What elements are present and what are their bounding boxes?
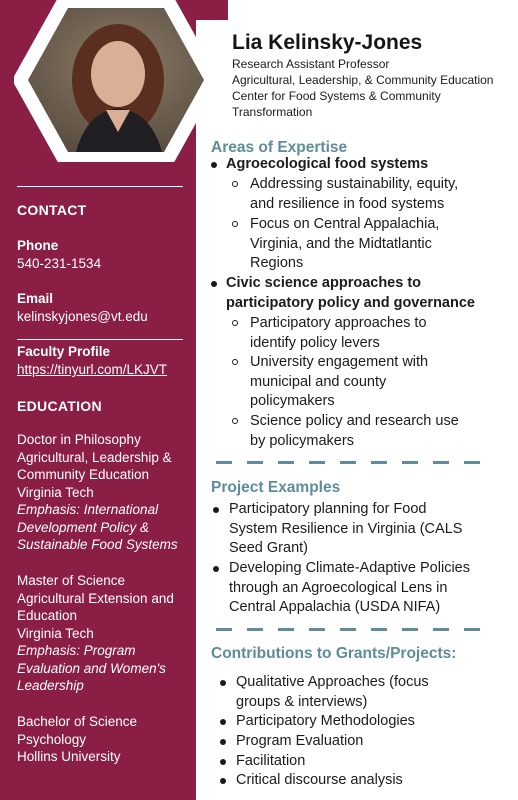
contribution-line: Qualitative Approaches (focus — [236, 674, 429, 690]
subitem-line: Virginia, and the Midtatlantic — [250, 235, 432, 252]
bullet — [213, 507, 219, 513]
email-value[interactable]: kelinskyjones@vt.edu — [17, 309, 148, 324]
contributions-heading: Contributions to Grants/Projects: — [211, 645, 457, 662]
subitem-line: University engagement with — [250, 354, 429, 370]
bullet — [220, 759, 226, 765]
contribution-item: Facilitation — [236, 753, 306, 769]
project-line: Developing Climate-Adaptive Policies — [229, 560, 470, 576]
institution: Virginia Tech — [17, 484, 94, 500]
contribution-item: Critical discourse analysis — [236, 772, 403, 788]
subitem-line: and resilience in food systems — [250, 195, 445, 212]
expertise-subitem — [250, 314, 427, 353]
title-line: Agricultural, Leadership, & Community Education — [232, 73, 494, 87]
section-divider — [216, 461, 488, 464]
education-heading: EDUCATION — [17, 398, 102, 414]
expertise-subitem — [250, 412, 459, 451]
bullet — [220, 778, 226, 784]
phone-value: 540-231-1534 — [17, 256, 102, 271]
project-line: through an Agroecological Lens in — [229, 579, 448, 596]
emphasis-line: Leadership — [17, 678, 84, 693]
emphasis-line: Sustainable Food Systems — [17, 537, 178, 552]
degree-line: Agricultural, Leadership & — [17, 449, 172, 465]
title-line: Transformation — [232, 105, 313, 119]
sub-bullet — [232, 181, 238, 187]
degree-line: Bachelor of Science — [17, 714, 138, 729]
contribution-item: Participatory Methodologies — [236, 713, 415, 729]
subitem-line: Addressing sustainability, equity, — [250, 176, 459, 192]
project-line: Participatory planning for Food — [229, 501, 427, 517]
degree-line: Doctor in Philosophy — [17, 432, 141, 447]
emphasis-line: Evaluation and Women's — [17, 660, 166, 676]
expertise-item — [226, 155, 428, 175]
projects-heading: Project Examples — [211, 479, 341, 496]
contribution-line: groups & interviews) — [236, 693, 368, 710]
expertise-heading: Areas of Expertise — [211, 139, 348, 156]
subitem-line: Regions — [250, 255, 304, 271]
phone-label: Phone — [17, 238, 59, 253]
subitem-line: Science policy and research use — [250, 413, 459, 429]
bullet — [220, 680, 226, 686]
subitem-line: by policymakers — [250, 432, 354, 449]
expertise-item-line: Civic science approaches to — [226, 275, 422, 291]
sidebar-divider — [17, 339, 183, 340]
expertise-item-line: participatory policy and governance — [226, 294, 475, 311]
degree-line: Agricultural Extension and — [17, 590, 174, 606]
sub-bullet — [232, 221, 238, 227]
institution: Virginia Tech — [17, 625, 94, 641]
degree-line: Master of Science — [17, 573, 126, 588]
sub-bullet — [232, 320, 238, 326]
bullet — [211, 281, 217, 287]
contribution-item — [236, 673, 429, 712]
section-divider — [216, 628, 488, 631]
emphasis-line: Development Policy & — [17, 519, 150, 535]
subitem-line: municipal and county — [250, 373, 387, 390]
title-line: Research Assistant Professor — [232, 57, 390, 71]
education-entry — [17, 713, 193, 766]
education-entry — [17, 572, 193, 695]
project-item — [229, 500, 462, 559]
contribution-item: Program Evaluation — [236, 733, 364, 749]
contact-heading: CONTACT — [17, 202, 87, 218]
emphasis-line: Emphasis: Program — [17, 643, 136, 658]
subitem-line: identify policy levers — [250, 334, 380, 351]
sub-bullet — [232, 418, 238, 424]
institution: Hollins University — [17, 749, 121, 764]
expertise-subitem — [250, 353, 428, 412]
subitem-line: policymakers — [250, 393, 335, 409]
bullet — [213, 566, 219, 572]
expertise-subitem — [250, 215, 439, 274]
project-item — [229, 559, 470, 618]
job-titles — [232, 56, 514, 120]
education-entry — [17, 431, 193, 554]
subitem-line: Focus on Central Appalachia, — [250, 216, 440, 232]
subitem-line: Participatory approaches to — [250, 315, 427, 331]
degree-line: Psychology — [17, 731, 87, 747]
expertise-item — [226, 274, 475, 313]
sidebar-divider — [17, 186, 183, 187]
title-line: Center for Food Systems & Community — [232, 89, 441, 103]
faculty-profile-label: Faculty Profile — [17, 344, 111, 359]
degree-line: Education — [17, 608, 78, 623]
sub-bullet — [232, 359, 238, 365]
email-label: Email — [17, 291, 54, 306]
bullet — [220, 739, 226, 745]
project-line: System Resilience in Virginia (CALS — [229, 520, 463, 537]
project-line: Central Appalachia (USDA NIFA) — [229, 599, 441, 615]
expertise-item-line: Agroecological food systems — [226, 156, 429, 172]
project-line: Seed Grant) — [229, 540, 308, 556]
emphasis-line: Emphasis: International — [17, 502, 159, 517]
degree-line: Community Education — [17, 467, 150, 482]
profile-photo-frame — [14, 0, 228, 162]
bullet — [211, 162, 217, 168]
expertise-subitem — [250, 175, 458, 214]
person-name: Lia Kelinsky-Jones — [232, 31, 423, 54]
bullet — [220, 719, 226, 725]
faculty-profile-link[interactable]: https://tinyurl.com/LKJVT — [17, 362, 168, 377]
